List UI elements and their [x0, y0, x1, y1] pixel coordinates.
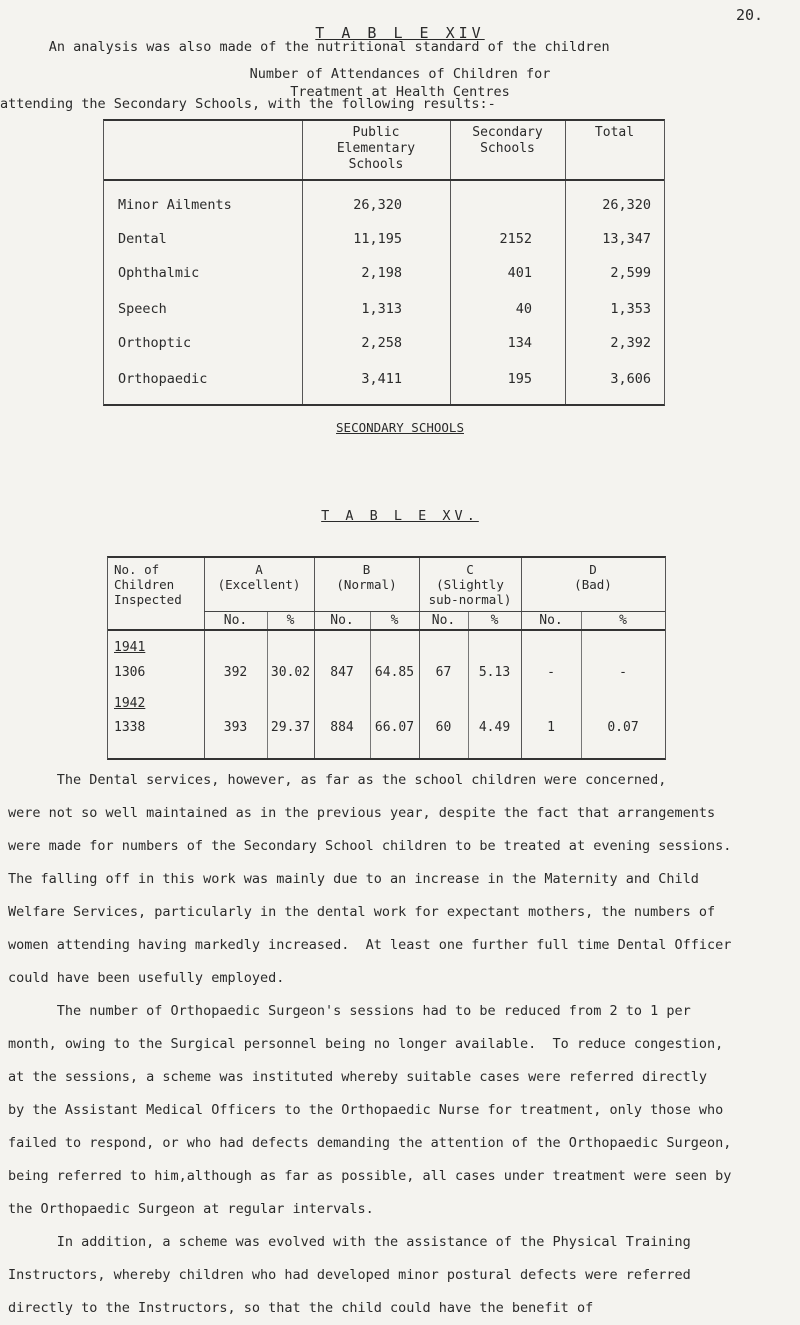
cell: 4.49: [478, 720, 511, 735]
header-group-d: D (Bad): [574, 562, 612, 592]
row-label: Orthoptic: [118, 335, 192, 351]
table15-title: T A B L E XV.: [321, 508, 479, 524]
body-line: the Orthopaedic Surgeon at regular intervals.: [8, 1201, 374, 1217]
body-line: The falling off in this work was mainly due to an increase in the Maternity and Child: [8, 871, 699, 887]
page-number: 20.: [736, 6, 764, 24]
body-line: Instructors, whereby children who had developed minor postural defects were referred: [8, 1267, 691, 1283]
cell: 29.37: [270, 720, 311, 735]
table14-subtitle-line1: Number of Attendances of Children for: [249, 66, 551, 82]
body-line: In addition, a scheme was evolved with the assistance of the Physical Training: [8, 1234, 691, 1250]
subheader-pct: %: [490, 613, 499, 628]
body-line: directly to the Instructors, so that the child could have the benefit of: [8, 1300, 594, 1316]
row-secondary: 195: [507, 371, 532, 387]
cell: -: [619, 665, 627, 680]
row-public: 11,195: [353, 231, 402, 247]
year-label: 1942: [114, 696, 146, 711]
body-line: The number of Orthopaedic Surgeon's sessions had to be reduced from 2 to 1 per: [8, 1003, 691, 1019]
header-public: Public Elementary Schools: [336, 125, 416, 172]
row-label: Speech: [118, 301, 167, 317]
body-line: Welfare Services, particularly in the dental work for expectant mothers, the numbers of: [8, 904, 716, 920]
cell: 66.07: [374, 720, 415, 735]
body-line: The Dental services, however, as far as the school children were concerned,: [8, 772, 667, 788]
body-line: were made for numbers of the Secondary School children to be treated at evening sessions.: [8, 838, 732, 854]
cell: 847: [330, 665, 354, 680]
header-group-c: C (Slightly sub-normal): [428, 562, 512, 607]
intro-paragraph: An analysis was also made of the nutritional standard of the children attending the Secondary Schools, with the following results:-: [0, 39, 610, 112]
header-group-a: A (Excellent): [217, 562, 301, 592]
subheader-pct: %: [286, 613, 295, 628]
body-line: by the Assistant Medical Officers to the Orthopaedic Nurse for treatment, only those who: [8, 1102, 724, 1118]
subheader-pct: %: [390, 613, 399, 628]
row-public: 26,320: [353, 197, 402, 213]
row-label: Dental: [118, 231, 167, 247]
header-group-b: B (Normal): [336, 562, 397, 592]
row-total: 2,599: [610, 265, 651, 281]
row-total: 13,347: [602, 231, 651, 247]
inspected-count: 1306: [114, 665, 146, 680]
cell: -: [547, 665, 555, 680]
section-heading: SECONDARY SCHOOLS: [336, 420, 464, 435]
subheader-pct: %: [619, 613, 627, 628]
row-secondary: 40: [515, 301, 532, 317]
cell: 884: [330, 720, 354, 735]
header-secondary: Secondary Schools: [472, 125, 543, 156]
row-secondary: 401: [507, 265, 532, 281]
row-label: Ophthalmic: [118, 265, 200, 281]
row-total: 3,606: [610, 371, 651, 387]
body-line: failed to respond, or who had defects demanding the attention of the Orthopaedic Surgeon,: [8, 1135, 732, 1151]
body-line: could have been usefully employed.: [8, 970, 285, 986]
row-secondary: 2152: [499, 231, 532, 247]
row-public: 3,411: [361, 371, 402, 387]
cell: 392: [223, 665, 248, 680]
row-total: 2,392: [610, 335, 651, 351]
year-label: 1941: [114, 640, 146, 655]
row-public: 2,198: [361, 265, 402, 281]
subheader-no: No.: [539, 613, 563, 628]
cell: 5.13: [478, 665, 511, 680]
row-label: Orthopaedic: [118, 371, 208, 387]
row-label: Minor Ailments: [118, 197, 232, 213]
row-total: 1,353: [610, 301, 651, 317]
cell: 64.85: [374, 665, 415, 680]
cell: 60: [435, 720, 452, 735]
cell: 67: [435, 665, 452, 680]
row-public: 2,258: [361, 335, 402, 351]
table15: [107, 556, 666, 760]
subheader-no: No.: [223, 613, 248, 628]
cell: 1: [547, 720, 555, 735]
body-line: at the sessions, a scheme was instituted whereby suitable cases were referred directly: [8, 1069, 707, 1085]
inspected-count: 1338: [114, 720, 146, 735]
body-line: month, owing to the Surgical personnel being no longer available. To reduce congestion,: [8, 1036, 724, 1052]
body-line: women attending having markedly increased. At least one further full time Dental Officer: [8, 937, 732, 953]
table14-title: T A B L E XIV: [315, 24, 485, 42]
table14-subtitle-line2: Treatment at Health Centres: [290, 84, 510, 100]
cell: 393: [223, 720, 248, 735]
subheader-no: No.: [330, 613, 354, 628]
body-line: were not so well maintained as in the previous year, despite the fact that arrangements: [8, 805, 716, 821]
header-total: Total: [594, 125, 635, 140]
row-public: 1,313: [361, 301, 402, 317]
cell: 0.07: [607, 720, 639, 735]
cell: 30.02: [270, 665, 311, 680]
table14: [103, 119, 665, 406]
header-inspected: No. of Children Inspected: [114, 562, 182, 607]
row-total: 26,320: [602, 197, 651, 213]
body-line: being referred to him,although as far as possible, all cases under treatment were seen by: [8, 1168, 732, 1184]
subheader-no: No.: [431, 613, 456, 628]
row-secondary: 134: [507, 335, 532, 351]
